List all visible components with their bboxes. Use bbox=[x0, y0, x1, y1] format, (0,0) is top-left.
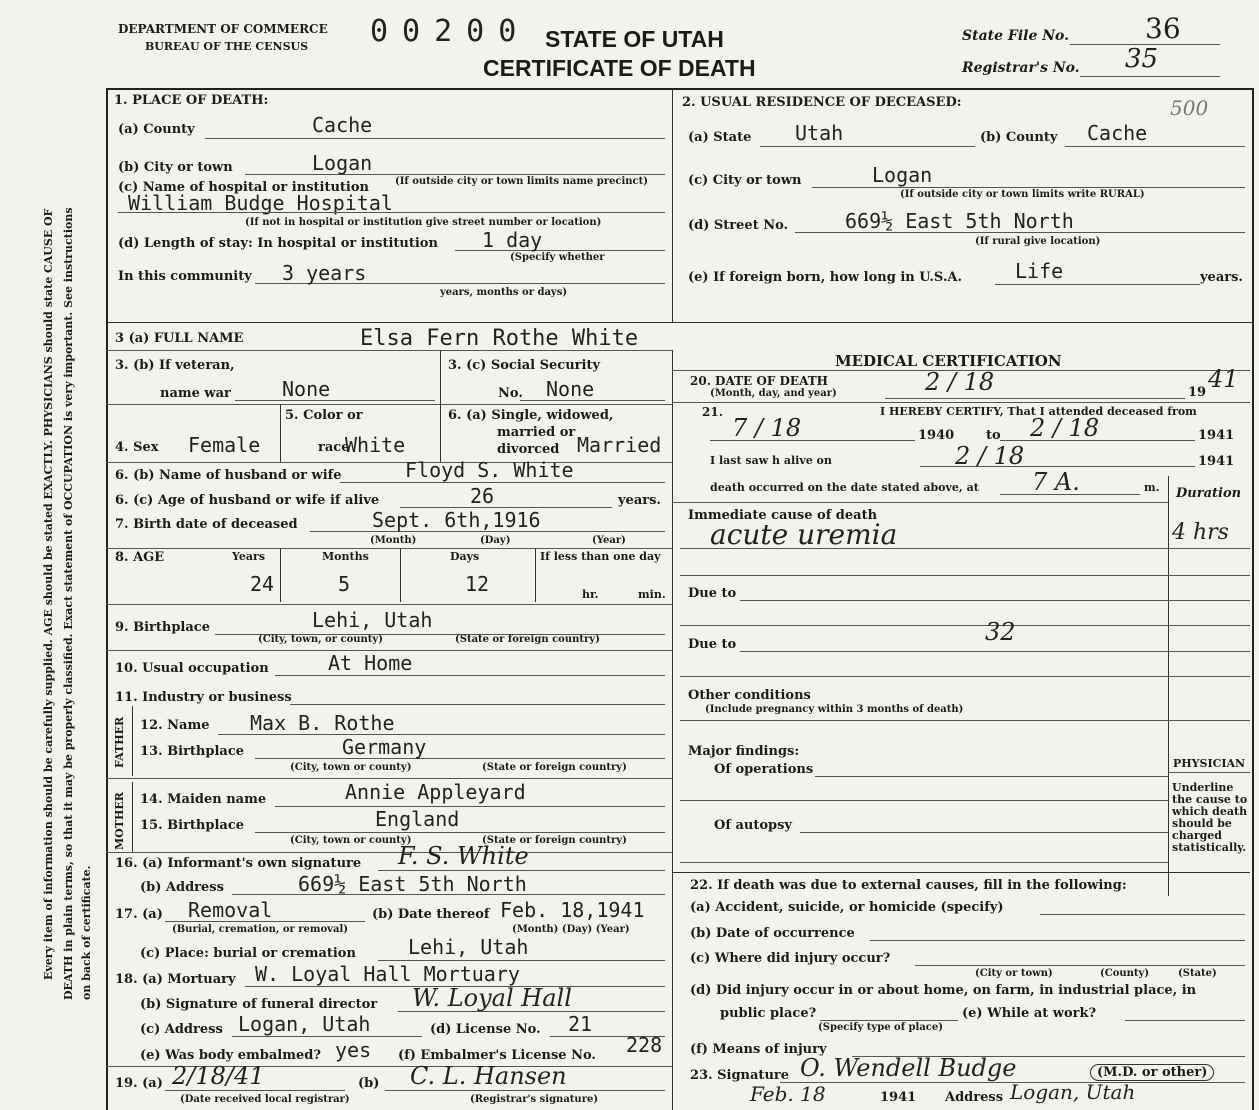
operations-label: Of operations bbox=[714, 762, 814, 777]
disposition-date-sub: (Month) (Day) (Year) bbox=[512, 924, 630, 935]
attended-to: 2 / 18 bbox=[1030, 414, 1100, 442]
years-label: Years bbox=[232, 550, 266, 563]
external-b-label: (b) Date of occurrence bbox=[690, 926, 855, 941]
residence-city-label: (c) City or town bbox=[688, 173, 802, 188]
date-of-death-value: 2 / 18 bbox=[925, 368, 995, 396]
attended-to-year: 1941 bbox=[1198, 428, 1235, 443]
external-d-sub: (Specify type of place) bbox=[818, 1022, 943, 1033]
external-e-label: (e) While at work? bbox=[962, 1006, 1097, 1021]
industry-label: 11. Industry or business bbox=[115, 690, 292, 705]
informant-signature: F. S. White bbox=[398, 842, 529, 870]
mother-label: MOTHER bbox=[113, 792, 126, 850]
spouse-age-value: 26 bbox=[470, 484, 495, 508]
stay-label: (d) Length of stay: In hospital or institution bbox=[118, 236, 438, 251]
license-label: (d) License No. bbox=[430, 1022, 541, 1037]
registrar-number: 35 bbox=[1125, 44, 1159, 74]
embalmer-license-label: (f) Embalmer's License No. bbox=[398, 1048, 596, 1063]
occurred-label: death occurred on the date stated above, at bbox=[710, 481, 979, 494]
full-name-value: Elsa Fern Rothe White bbox=[360, 326, 639, 351]
age-years-value: 24 bbox=[250, 572, 275, 596]
disposition-value: Removal bbox=[188, 898, 273, 922]
occupation-value: At Home bbox=[328, 651, 413, 675]
birth-sub-year: (Year) bbox=[592, 535, 626, 546]
burial-place-value: Lehi, Utah bbox=[408, 935, 529, 959]
spouse-label: 6. (b) Name of husband or wife bbox=[115, 468, 342, 483]
community-value: 3 years bbox=[282, 261, 367, 285]
margin-instructions-2: DEATH in plain terms, so that it may be properly classified. Exact statement of OCCUPATION is very important. See instructions bbox=[62, 207, 75, 1000]
mortuary-address-value: Logan, Utah bbox=[238, 1012, 371, 1036]
cause-value: acute uremia bbox=[710, 518, 898, 551]
disposition-sub: (Burial, cremation, or removal) bbox=[172, 924, 348, 935]
hospital-sub: (If not in hospital or institution give street number or location) bbox=[245, 217, 602, 228]
funeral-director-label: (b) Signature of funeral director bbox=[140, 997, 378, 1012]
ss-label: 3. (c) Social Security bbox=[448, 358, 601, 373]
physician-label: PHYSICIAN bbox=[1173, 757, 1246, 770]
spouse-age-label: 6. (c) Age of husband or wife if alive bbox=[115, 493, 380, 508]
mother-sub-1: (City, town or county) bbox=[290, 835, 412, 846]
residence-county-value: Cache bbox=[1087, 121, 1148, 145]
last-saw-label: I last saw h alive on bbox=[710, 454, 832, 467]
to-label: to bbox=[986, 428, 1001, 443]
other-conditions-sub: (Include pregnancy within 3 months of death) bbox=[705, 704, 964, 715]
registrar-number-label: Registrar's No. bbox=[962, 60, 1080, 76]
external-heading: 22. If death was due to external causes, fill in the following: bbox=[690, 878, 1127, 893]
residence-state-value: Utah bbox=[795, 121, 844, 145]
birth-date-value: Sept. 6th,1916 bbox=[372, 508, 541, 532]
hr-label: hr. bbox=[582, 588, 599, 601]
signature-date: Feb. 18 bbox=[750, 1082, 826, 1106]
stay-value: 1 day bbox=[482, 228, 543, 252]
min-label: min. bbox=[638, 588, 666, 601]
last-saw-year: 1941 bbox=[1198, 454, 1235, 469]
days-label: Days bbox=[450, 550, 480, 563]
father-sub-1: (City, town or county) bbox=[290, 762, 412, 773]
father-sub-2: (State or foreign country) bbox=[482, 762, 627, 773]
address-label: Address bbox=[945, 1090, 1004, 1105]
residence-county-label: (b) County bbox=[980, 130, 1058, 145]
date-received-sub: (Date received local registrar) bbox=[180, 1094, 350, 1105]
occupation-label: 10. Usual occupation bbox=[115, 661, 269, 676]
major-findings-label: Major findings: bbox=[688, 744, 800, 759]
registrar-signature-label: (b) bbox=[358, 1076, 380, 1091]
street-note: (If rural give location) bbox=[975, 236, 1101, 247]
foreign-value: Life bbox=[1015, 259, 1064, 283]
disposition-label: 17. (a) bbox=[115, 907, 163, 922]
external-c-sub-1: (City or town) bbox=[975, 968, 1053, 979]
certify-text: I HEREBY CERTIFY, That I attended deceased from bbox=[880, 405, 1197, 418]
informant-signature-label: 16. (a) Informant's own signature bbox=[115, 856, 362, 871]
date-of-death-label: 20. DATE OF DEATH bbox=[690, 374, 828, 388]
hospital-label: (c) Name of hospital or institution bbox=[118, 180, 369, 195]
mortuary-address-label: (c) Address bbox=[140, 1022, 223, 1037]
community-label: In this community bbox=[118, 269, 252, 284]
state-file-label: State File No. bbox=[962, 28, 1070, 44]
birth-sub-month: (Month) bbox=[370, 535, 417, 546]
state-file-number: 36 bbox=[1145, 12, 1181, 45]
city-value: Logan bbox=[312, 151, 373, 175]
birth-sub-day: (Day) bbox=[480, 535, 511, 546]
race-value: White bbox=[345, 433, 406, 457]
marital-value: Married bbox=[577, 433, 662, 457]
months-label: Months bbox=[322, 550, 369, 563]
cause-label: Immediate cause of death bbox=[688, 508, 878, 523]
mother-name-value: Annie Appleyard bbox=[345, 780, 526, 804]
foreign-label: (e) If foreign born, how long in U.S.A. bbox=[688, 270, 962, 285]
due-to-2-value: 32 bbox=[985, 618, 1016, 646]
color-label: 5. Color or bbox=[285, 408, 363, 423]
state-title: STATE OF UTAH bbox=[545, 26, 724, 52]
external-c-sub-2: (County) bbox=[1100, 968, 1150, 979]
county-label: (a) County bbox=[118, 122, 195, 137]
autopsy-label: Of autopsy bbox=[714, 818, 792, 833]
informant-address-label: (b) Address bbox=[140, 880, 224, 895]
registrar-signature-sub: (Registrar's signature) bbox=[470, 1094, 599, 1105]
birthplace-sub-1: (City, town, or county) bbox=[258, 634, 383, 645]
community-note: years, months or days) bbox=[440, 287, 568, 298]
spouse-value: Floyd S. White bbox=[405, 458, 574, 482]
certificate-title: CERTIFICATE OF DEATH bbox=[483, 55, 756, 81]
duration-value: 4 hrs bbox=[1172, 520, 1229, 545]
date-received-value: 2/18/41 bbox=[172, 1062, 265, 1090]
license-value: 21 bbox=[568, 1012, 593, 1036]
father-name-label: 12. Name bbox=[140, 718, 210, 733]
external-d-label-2: public place? bbox=[720, 1006, 817, 1021]
corner-note: 500 bbox=[1170, 96, 1209, 120]
attended-from-year-prefix: 1940 bbox=[918, 428, 955, 443]
external-a-label: (a) Accident, suicide, or homicide (specify) bbox=[690, 900, 1004, 915]
mother-sub-2: (State or foreign country) bbox=[482, 835, 627, 846]
due-to-1-label: Due to bbox=[688, 586, 737, 601]
war-value: None bbox=[282, 377, 331, 401]
serial-number: 00200 bbox=[370, 14, 531, 49]
embalmed-value: yes bbox=[335, 1038, 372, 1062]
embalmer-license-value: 228 bbox=[626, 1033, 663, 1057]
father-label: FATHER bbox=[113, 716, 126, 768]
county-value: Cache bbox=[312, 113, 373, 137]
birthplace-value: Lehi, Utah bbox=[312, 608, 433, 632]
attended-from: 7 / 18 bbox=[732, 414, 802, 442]
external-c-label: (c) Where did injury occur? bbox=[690, 951, 891, 966]
war-label: name war bbox=[160, 386, 231, 401]
stay-note: (Specify whether bbox=[510, 252, 605, 263]
date-received-label: 19. (a) bbox=[115, 1076, 163, 1091]
duration-label: Duration bbox=[1176, 486, 1242, 501]
physician-note: Underline the cause to which death should be charged statistically. bbox=[1172, 781, 1248, 854]
mother-name-label: 14. Maiden name bbox=[140, 792, 267, 807]
department-label: DEPARTMENT OF COMMERCE bbox=[118, 22, 328, 36]
residence-city-value: Logan bbox=[872, 163, 933, 187]
signature-label: 23. Signature bbox=[690, 1068, 790, 1083]
birthplace-sub-2: (State or foreign country) bbox=[455, 634, 600, 645]
residence-state-label: (a) State bbox=[688, 130, 752, 145]
occurred-unit: m. bbox=[1144, 481, 1160, 494]
date-of-death-year-prefix: 19 bbox=[1188, 385, 1207, 400]
burial-place-label: (c) Place: burial or cremation bbox=[140, 946, 356, 961]
hospital-value: William Budge Hospital bbox=[128, 191, 393, 215]
occurred-value: 7 A. bbox=[1032, 468, 1080, 496]
margin-instructions-1: Every item of information should be carefully supplied. AGE should be stated EXACTLY. PHYSICIANS should state CAUSE OF bbox=[42, 208, 55, 980]
last-saw-value: 2 / 18 bbox=[955, 442, 1025, 470]
certify-number: 21. bbox=[702, 405, 723, 419]
external-c-sub-3: (State) bbox=[1178, 968, 1217, 979]
full-name-label: 3 (a) FULL NAME bbox=[115, 331, 244, 346]
date-of-death-sub: (Month, day, and year) bbox=[710, 388, 837, 399]
medical-heading: MEDICAL CERTIFICATION bbox=[835, 352, 1062, 370]
street-label: (d) Street No. bbox=[688, 218, 789, 233]
disposition-date-value: Feb. 18,1941 bbox=[500, 898, 645, 922]
veteran-label: 3. (b) If veteran, bbox=[115, 358, 235, 373]
mother-birthplace-value: England bbox=[375, 807, 460, 831]
ss-value: None bbox=[546, 377, 595, 401]
sex-value: Female bbox=[188, 433, 261, 457]
physician-address: Logan, Utah bbox=[1010, 1080, 1136, 1104]
father-birthplace-value: Germany bbox=[342, 735, 427, 759]
hospital-note: (If outside city or town limits name precinct) bbox=[395, 176, 648, 187]
sex-label: 4. Sex bbox=[115, 440, 159, 455]
age-months-value: 5 bbox=[338, 572, 351, 596]
spouse-age-unit: years. bbox=[618, 493, 661, 508]
marital-label-3: divorced bbox=[497, 442, 560, 457]
marital-label-1: 6. (a) Single, widowed, bbox=[448, 408, 614, 423]
mother-birthplace-label: 15. Birthplace bbox=[140, 818, 245, 833]
physician-signature: O. Wendell Budge bbox=[800, 1054, 1017, 1082]
margin-instructions-3: on back of certificate. bbox=[80, 865, 93, 1000]
registrar-signature: C. L. Hansen bbox=[410, 1062, 567, 1090]
ss-no-label: No. bbox=[498, 386, 523, 401]
embalmed-label: (e) Was body embalmed? bbox=[140, 1048, 321, 1063]
father-name-value: Max B. Rothe bbox=[250, 711, 395, 735]
date-of-death-year: 41 bbox=[1208, 365, 1239, 393]
disposition-date-label: (b) Date thereof bbox=[372, 907, 490, 922]
external-f-label: (f) Means of injury bbox=[690, 1042, 827, 1057]
foreign-unit: years. bbox=[1200, 270, 1243, 285]
race-label: race bbox=[318, 440, 350, 455]
residence-heading: 2. USUAL RESIDENCE OF DECEASED: bbox=[682, 95, 962, 110]
street-value: 669½ East 5th North bbox=[845, 209, 1074, 233]
informant-address-value: 669½ East 5th North bbox=[298, 872, 527, 896]
city-label: (b) City or town bbox=[118, 160, 233, 175]
residence-city-note: (If outside city or town limits write RURAL) bbox=[900, 189, 1145, 200]
place-of-death-heading: 1. PLACE OF DEATH: bbox=[114, 93, 269, 108]
age-label: 8. AGE bbox=[115, 550, 165, 565]
mortuary-label: 18. (a) Mortuary bbox=[115, 972, 236, 987]
external-d-label: (d) Did injury occur in or about home, on farm, in industrial place, in bbox=[690, 983, 1197, 998]
birth-date-label: 7. Birth date of deceased bbox=[115, 517, 298, 532]
md-label: (M.D. or other) bbox=[1090, 1064, 1214, 1081]
funeral-director-signature: W. Loyal Hall bbox=[412, 984, 572, 1012]
birthplace-label: 9. Birthplace bbox=[115, 620, 210, 635]
due-to-2-label: Due to bbox=[688, 637, 737, 652]
bureau-label: BUREAU OF THE CENSUS bbox=[145, 40, 309, 53]
other-conditions-label: Other conditions bbox=[688, 688, 811, 703]
marital-label-2: married or bbox=[497, 425, 576, 440]
signature-year: 1941 bbox=[880, 1090, 917, 1105]
mortuary-value: W. Loyal Hall Mortuary bbox=[255, 962, 520, 986]
father-birthplace-label: 13. Birthplace bbox=[140, 744, 245, 759]
age-days-value: 12 bbox=[465, 572, 490, 596]
less-than-day-label: If less than one day bbox=[540, 550, 661, 563]
